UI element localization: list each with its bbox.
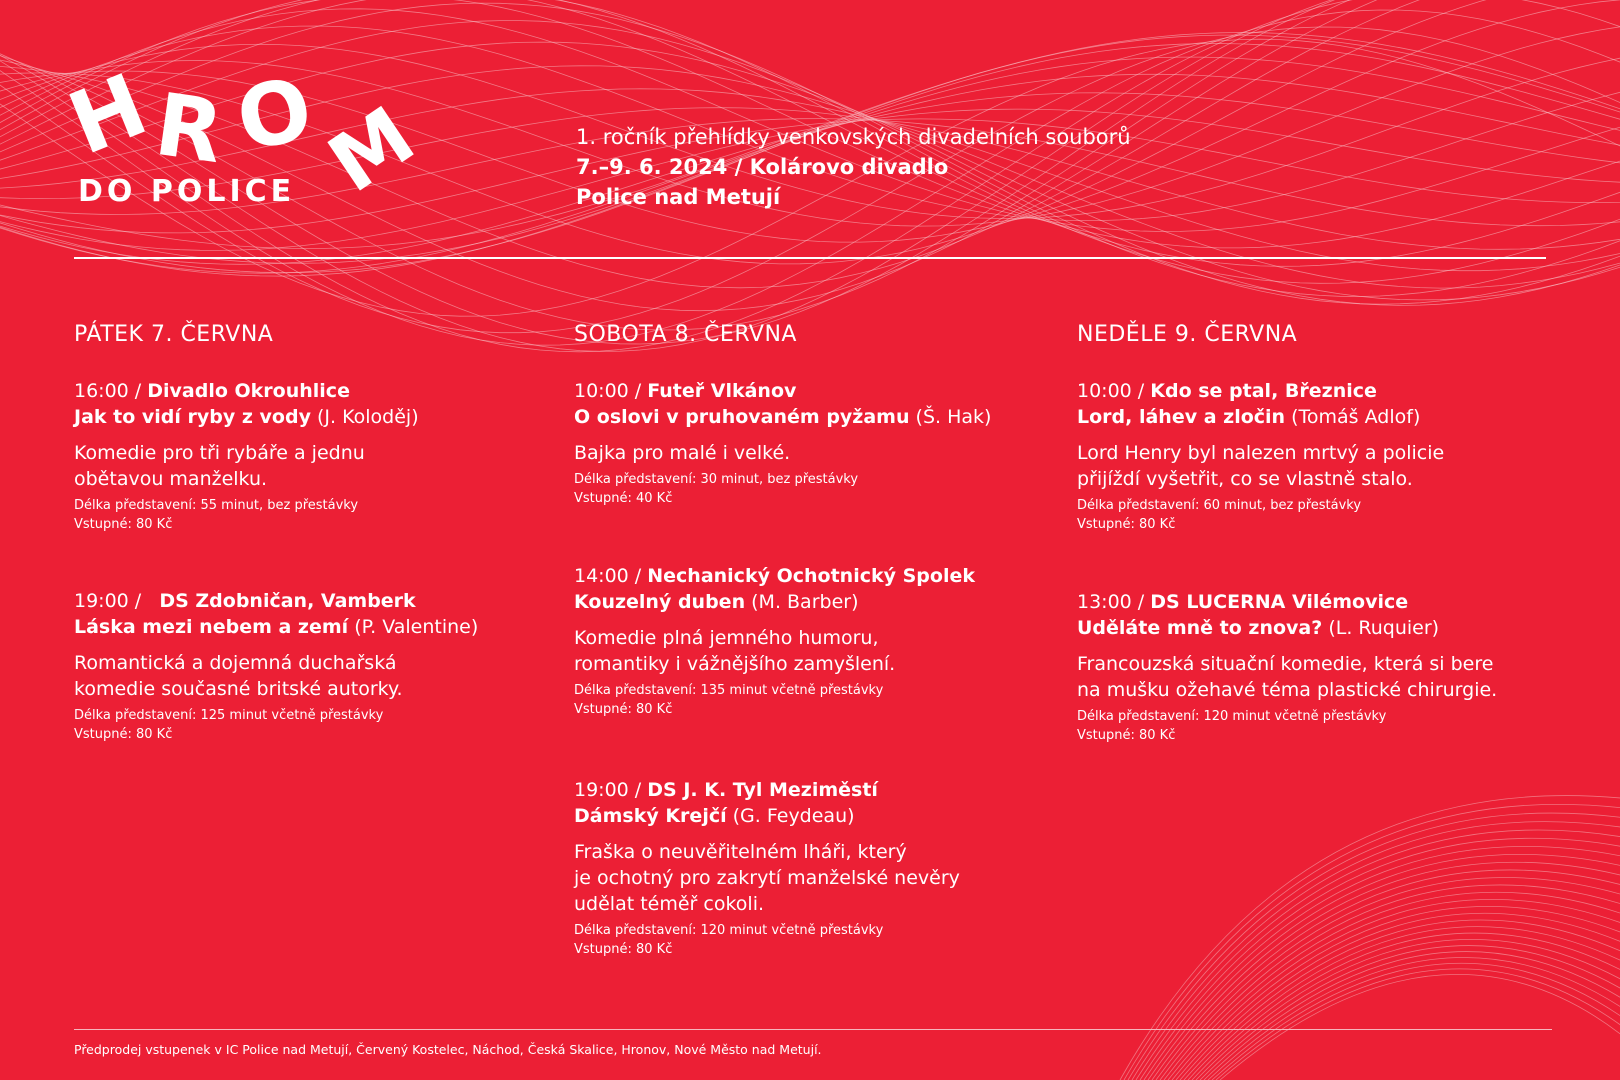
footer-divider [74, 1029, 1552, 1030]
event-author: (J. Koloděj) [310, 406, 419, 428]
event-title: Kouzelný duben [574, 591, 746, 613]
event-description [574, 839, 1054, 917]
logo-subtitle: DO POLICE [78, 174, 296, 209]
event-description-line: komedie současné britské autorky. [74, 678, 403, 700]
event-price: Vstupné: 80 Kč [574, 702, 673, 717]
event-duration: Délka představení: 120 minut včetně přestávky [1077, 709, 1387, 724]
event-block [74, 378, 554, 534]
event-time: 10:00 / [574, 380, 648, 402]
event-header [574, 563, 1054, 589]
event-description-line: přijíždí vyšetřit, co se vlastně stalo. [1077, 468, 1413, 490]
event-title: Jak to vidí ryby z vody [74, 406, 311, 428]
event-description-line: obětavou manželku. [74, 468, 268, 490]
event-author: (Tomáš Adlof) [1285, 406, 1421, 428]
event-title: Dámský Krejčí [574, 805, 727, 827]
event-price: Vstupné: 80 Kč [74, 517, 173, 532]
event-ensemble: DS Zdobničan, Vamberk [159, 590, 416, 612]
event-header [74, 588, 554, 614]
event-ensemble: Divadlo Okrouhlice [147, 380, 350, 402]
event-meta [574, 470, 1054, 508]
event-play [1077, 615, 1557, 641]
logo-letter-h: H [55, 55, 161, 175]
event-duration: Délka představení: 60 minut, bez přestávky [1077, 498, 1362, 513]
event-description-line: udělat téměř cokoli. [574, 893, 765, 915]
event-description-line: Romantická a dojemná duchařská [74, 652, 397, 674]
presale-footer: Předprodej vstupenek v IC Police nad Metují, Červený Kostelec, Náchod, Česká Skalice, Hronov, Nové Město nad Metují. [74, 1042, 822, 1057]
event-author: (M. Barber) [745, 591, 859, 613]
event-price: Vstupné: 80 Kč [1077, 517, 1176, 532]
event-author: (G. Feydeau) [726, 805, 855, 827]
event-description [74, 440, 554, 492]
day-heading: NEDĚLE 9. ČERVNA [1077, 322, 1298, 347]
event-meta [574, 681, 1054, 719]
event-header [1077, 589, 1557, 615]
event-ensemble: DS LUCERNA Vilémovice [1150, 591, 1409, 613]
event-description-line: Fraška o neuvěřitelném lháři, který [574, 841, 907, 863]
event-time: 19:00 / [74, 590, 160, 612]
event-description [574, 440, 1054, 466]
event-ensemble: Kdo se ptal, Březnice [1150, 380, 1377, 402]
event-meta [1077, 496, 1557, 534]
logo-letter-m: M [312, 88, 431, 211]
event-meta [1077, 707, 1557, 745]
event-play [74, 614, 554, 640]
event-block [1077, 378, 1557, 534]
event-play [574, 803, 1054, 829]
logo-letter-o: O [228, 58, 321, 172]
event-ensemble: DS J. K. Tyl Meziměstí [647, 779, 878, 801]
event-block [574, 563, 1054, 719]
event-ensemble: Nechanický Ochotnický Spolek [647, 565, 975, 587]
event-meta [74, 706, 554, 744]
event-duration: Délka představení: 120 minut včetně přestávky [574, 923, 884, 938]
event-author: (P. Valentine) [348, 616, 479, 638]
event-play [1077, 404, 1557, 430]
event-author: (L. Ruquier) [1322, 617, 1440, 639]
event-description [1077, 440, 1557, 492]
event-description-line: romantiky i vážnějšího zamyšlení. [574, 653, 896, 675]
festival-dates-venue: 7.–9. 6. 2024 / Kolárovo divadlo [576, 155, 949, 179]
event-price: Vstupné: 80 Kč [1077, 728, 1176, 743]
day-column-friday [74, 322, 554, 742]
event-description [1077, 651, 1557, 703]
event-header [574, 777, 1054, 803]
event-price: Vstupné: 40 Kč [574, 491, 673, 506]
event-description-line: Komedie pro tři rybáře a jednu [74, 442, 365, 464]
event-play [574, 404, 1054, 430]
event-meta [74, 496, 554, 534]
event-price: Vstupné: 80 Kč [74, 727, 173, 742]
event-block [574, 378, 1054, 508]
event-title: Lord, láhev a zločin [1077, 406, 1286, 428]
event-description-line: Lord Henry byl nalezen mrtvý a policie [1077, 442, 1445, 464]
event-duration: Délka představení: 55 minut, bez přestávky [74, 498, 359, 513]
event-title: O oslovi v pruhovaném pyžamu [574, 406, 910, 428]
event-block [574, 777, 1054, 959]
event-time: 14:00 / [574, 565, 648, 587]
event-header [74, 378, 554, 404]
festival-edition: 1. ročník přehlídky venkovských divadelních souborů [576, 125, 1131, 149]
festival-intro [576, 122, 1336, 212]
event-description [74, 650, 554, 702]
event-time: 19:00 / [574, 779, 648, 801]
event-price: Vstupné: 80 Kč [574, 942, 673, 957]
event-title: Uděláte mně to znova? [1077, 617, 1323, 639]
event-play [74, 404, 554, 430]
event-block [74, 588, 554, 744]
day-heading: SOBOTA 8. ČERVNA [574, 322, 797, 347]
day-heading: PÁTEK 7. ČERVNA [74, 322, 274, 347]
event-description-line: Bajka pro malé i velké. [574, 442, 791, 464]
event-header [574, 378, 1054, 404]
event-block [1077, 589, 1557, 745]
day-column-sunday [1077, 322, 1557, 743]
event-description-line: Komedie plná jemného humoru, [574, 627, 879, 649]
event-ensemble: Futeř Vlkánov [647, 380, 797, 402]
event-duration: Délka představení: 135 minut včetně přestávky [574, 683, 884, 698]
event-description [574, 625, 1054, 677]
event-description-line: je ochotný pro zakrytí manželské nevěry [574, 867, 960, 889]
event-description-line: na mušku ožehavé téma plastické chirurgie. [1077, 679, 1498, 701]
event-duration: Délka představení: 125 minut včetně přestávky [74, 708, 384, 723]
event-author: (Š. Hak) [909, 406, 992, 428]
festival-town: Police nad Metují [576, 185, 781, 209]
event-duration: Délka představení: 30 minut, bez přestávky [574, 472, 859, 487]
event-header [1077, 378, 1557, 404]
event-time: 10:00 / [1077, 380, 1151, 402]
logo-letter-r: R [149, 74, 229, 184]
event-time: 13:00 / [1077, 591, 1151, 613]
event-play [574, 589, 1054, 615]
event-description-line: Francouzská situační komedie, která si bere [1077, 653, 1494, 675]
event-meta [574, 921, 1054, 959]
festival-logo [55, 50, 431, 220]
event-time: 16:00 / [74, 380, 148, 402]
header-divider [74, 257, 1546, 259]
day-column-saturday [574, 322, 1054, 957]
event-title: Láska mezi nebem a zemí [74, 616, 349, 638]
